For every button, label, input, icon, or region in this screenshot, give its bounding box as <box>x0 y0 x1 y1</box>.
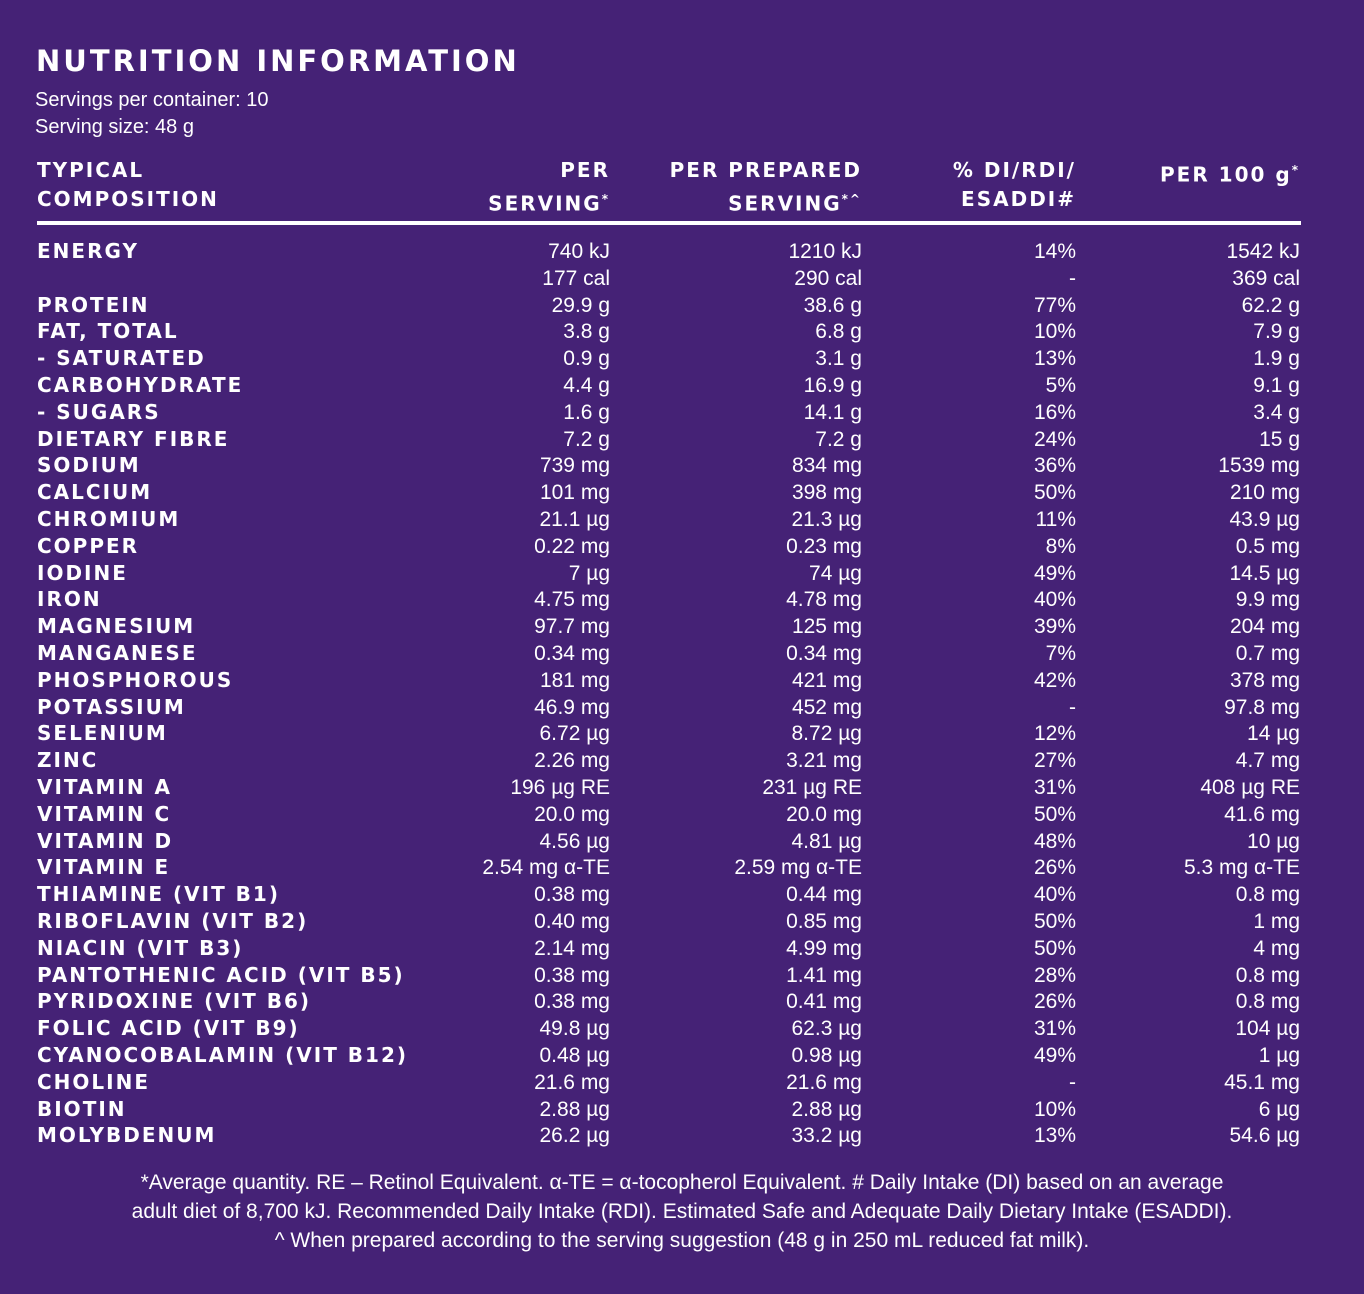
nutrient-name: NIACIN (VIT B3) <box>37 935 244 960</box>
per-100g-value: 1 µg <box>1258 1043 1300 1067</box>
table-row <box>0 372 1364 399</box>
per-100g-value: 1542 kJ <box>1226 240 1300 263</box>
table-row <box>0 854 1364 881</box>
header-di <box>880 156 1076 214</box>
per-100g-value: 378 mg <box>1229 668 1300 692</box>
nutrient-name: CHROMIUM <box>37 506 181 531</box>
per-prepared-value: 3.1 g <box>815 347 862 371</box>
table-row <box>0 399 1364 426</box>
header-per-prepared-line1: PER PREPARED <box>669 158 862 182</box>
di-percent: 13% <box>1033 347 1076 371</box>
table-row <box>0 426 1364 453</box>
per-serving-value: 2.26 mg <box>534 749 610 773</box>
header-per-serving <box>380 156 610 219</box>
nutrient-name: IRON <box>37 587 102 612</box>
header-per-serving-line1: PER <box>560 158 610 182</box>
table-row <box>0 452 1364 479</box>
per-100g-value: 43.9 µg <box>1229 507 1300 531</box>
table-row <box>0 292 1364 319</box>
per-serving-value: 20.0 mg <box>534 802 610 826</box>
per-100g-value: 10 µg <box>1247 829 1300 853</box>
per-serving-value: 7 µg <box>568 561 610 585</box>
table-row <box>0 962 1364 989</box>
per-serving-value: 740 kJ <box>548 240 610 263</box>
table-row <box>0 801 1364 828</box>
per-100g-value: 7.9 g <box>1253 320 1300 344</box>
nutrient-name: VITAMIN C <box>37 801 172 826</box>
per-prepared-value: 38.6 g <box>803 293 862 317</box>
nutrient-name: CARBOHYDRATE <box>37 372 244 397</box>
nutrient-name: RIBOFLAVIN (VIT B2) <box>37 908 309 933</box>
per-prepared-value: 1210 kJ <box>788 240 862 263</box>
di-percent: 14% <box>1033 240 1076 263</box>
per-serving-value: 0.38 mg <box>534 990 610 1014</box>
di-percent: - <box>1069 266 1076 290</box>
per-prepared-value: 0.85 mg <box>786 909 862 933</box>
di-percent: - <box>1069 695 1076 719</box>
per-serving-value: 6.72 µg <box>539 722 610 746</box>
per-prepared-value: 290 cal <box>794 266 862 290</box>
nutrition-table-body <box>0 238 1364 1149</box>
per-prepared-value: 0.44 mg <box>786 883 862 907</box>
per-serving-value: 0.40 mg <box>534 909 610 933</box>
per-prepared-value: 0.41 mg <box>786 990 862 1014</box>
nutrient-name: CHOLINE <box>37 1069 151 1094</box>
nutrient-name: VITAMIN E <box>37 855 171 880</box>
table-row <box>0 694 1364 721</box>
per-prepared-value: 2.59 mg α-TE <box>734 856 862 880</box>
nutrient-name: VITAMIN D <box>37 828 174 853</box>
per-100g-value: 0.8 mg <box>1235 990 1300 1014</box>
per-100g-value: 97.8 mg <box>1224 695 1300 719</box>
header-divider <box>37 221 1301 225</box>
per-prepared-value: 398 mg <box>791 481 862 505</box>
header-per-prepared-mark: *^ <box>841 192 862 206</box>
per-100g-value: 0.7 mg <box>1235 641 1300 665</box>
nutrient-name: THIAMINE (VIT B1) <box>37 882 280 907</box>
di-percent: 11% <box>1035 507 1076 531</box>
per-100g-value: 1.9 g <box>1253 347 1300 371</box>
header-per-100g <box>1100 156 1300 190</box>
nutrient-name: DIETARY FIBRE <box>37 426 230 451</box>
header-composition-line1: TYPICAL <box>37 158 145 182</box>
table-row <box>0 533 1364 560</box>
header-di-line1: % DI/RDI/ <box>952 158 1076 182</box>
per-100g-value: 6 µg <box>1258 1097 1300 1121</box>
nutrient-name: PYRIDOXINE (VIT B6) <box>37 989 312 1014</box>
per-100g-value: 15 g <box>1259 427 1300 451</box>
table-row <box>0 747 1364 774</box>
header-per-serving-line2: SERVING <box>488 191 602 216</box>
per-serving-value: 181 mg <box>539 668 610 692</box>
footnote-line2: adult diet of 8,700 kJ. Recommended Daily Intake (RDI). Estimated Safe and Adequate Daily Dietary Intake (ESADDI). <box>131 1200 1233 1223</box>
di-percent: 13% <box>1033 1124 1076 1148</box>
di-percent: 7% <box>1045 641 1076 665</box>
per-prepared-value: 2.88 µg <box>791 1097 862 1121</box>
per-100g-value: 1539 mg <box>1218 454 1300 478</box>
per-prepared-value: 6.8 g <box>815 320 862 344</box>
per-prepared-value: 0.34 mg <box>786 641 862 665</box>
di-percent: 50% <box>1033 936 1076 960</box>
per-serving-value: 4.4 g <box>563 373 610 397</box>
per-prepared-value: 21.3 µg <box>791 507 862 531</box>
per-serving-value: 0.38 mg <box>534 963 610 987</box>
per-100g-value: 1 mg <box>1253 909 1300 933</box>
di-percent: 49% <box>1033 1043 1076 1067</box>
per-prepared-value: 33.2 µg <box>791 1124 862 1148</box>
di-percent: 31% <box>1033 775 1076 799</box>
table-row <box>0 1015 1364 1042</box>
per-serving-value: 97.7 mg <box>534 615 610 639</box>
per-serving-value: 0.34 mg <box>534 641 610 665</box>
nutrient-name: ZINC <box>37 748 99 773</box>
per-100g-value: 3.4 g <box>1253 400 1300 424</box>
header-composition <box>37 156 337 214</box>
per-prepared-value: 4.99 mg <box>786 936 862 960</box>
nutrient-name: COPPER <box>37 533 140 558</box>
per-serving-value: 4.75 mg <box>534 588 610 612</box>
nutrient-name: FAT, TOTAL <box>37 319 179 344</box>
per-serving-value: 46.9 mg <box>534 695 610 719</box>
servings-per-container: Servings per container: 10 <box>35 89 269 111</box>
di-percent: 40% <box>1033 883 1076 907</box>
per-serving-value: 0.22 mg <box>534 534 610 558</box>
per-100g-value: 0.8 mg <box>1235 883 1300 907</box>
table-row <box>0 667 1364 694</box>
table-row <box>0 238 1364 265</box>
table-row <box>0 1042 1364 1069</box>
per-prepared-value: 421 mg <box>791 668 862 692</box>
per-100g-value: 5.3 mg α-TE <box>1183 856 1300 880</box>
per-prepared-value: 834 mg <box>791 454 862 478</box>
per-serving-value: 2.14 mg <box>534 936 610 960</box>
di-percent: 39% <box>1033 615 1076 639</box>
per-serving-value: 29.9 g <box>551 293 610 317</box>
nutrient-name: PANTOTHENIC ACID (VIT B5) <box>37 962 405 987</box>
nutrient-name: FOLIC ACID (VIT B9) <box>37 1016 300 1041</box>
table-row <box>0 265 1364 292</box>
header-per-100g-line1: PER 100 g <box>1160 162 1292 187</box>
per-serving-value: 101 mg <box>539 481 610 505</box>
di-percent: 50% <box>1033 802 1076 826</box>
per-serving-value: 0.48 µg <box>539 1043 610 1067</box>
per-serving-value: 2.54 mg α-TE <box>482 856 610 880</box>
per-serving-value: 0.38 mg <box>534 883 610 907</box>
di-percent: 49% <box>1033 561 1076 585</box>
per-100g-value: 62.2 g <box>1241 293 1300 317</box>
per-serving-value: 7.2 g <box>563 427 610 451</box>
per-prepared-value: 0.23 mg <box>786 534 862 558</box>
per-serving-value: 49.8 µg <box>539 1017 610 1041</box>
per-100g-value: 4 mg <box>1253 936 1300 960</box>
di-percent: 36% <box>1033 454 1076 478</box>
nutrient-name: SODIUM <box>37 453 141 478</box>
header-di-line2: ESADDI# <box>961 187 1076 211</box>
nutrient-name: - SATURATED <box>37 346 206 371</box>
per-prepared-value: 20.0 mg <box>786 802 862 826</box>
table-row <box>0 613 1364 640</box>
per-prepared-value: 7.2 g <box>815 427 862 451</box>
per-serving-value: 1.6 g <box>563 400 610 424</box>
per-100g-value: 14 µg <box>1247 722 1300 746</box>
footnote <box>0 1168 1364 1255</box>
table-row <box>0 881 1364 908</box>
table-row <box>0 935 1364 962</box>
nutrient-name: MOLYBDENUM <box>37 1123 217 1148</box>
table-row <box>0 774 1364 801</box>
di-percent: 26% <box>1033 990 1076 1014</box>
di-percent: 31% <box>1033 1017 1076 1041</box>
per-serving-value: 3.8 g <box>563 320 610 344</box>
footnote-line1: *Average quantity. RE – Retinol Equivalent. α-TE = α-tocopherol Equivalent. # Daily Intake (DI) based on an average <box>140 1171 1224 1194</box>
nutrient-name: PHOSPHOROUS <box>37 667 234 692</box>
table-row <box>0 506 1364 533</box>
nutrient-name: MANGANESE <box>37 640 198 665</box>
nutrient-name: POTASSIUM <box>37 694 186 719</box>
nutrient-name: VITAMIN A <box>37 774 173 799</box>
di-percent: 16% <box>1033 400 1076 424</box>
per-prepared-value: 21.6 mg <box>786 1070 862 1094</box>
header-composition-line2: COMPOSITION <box>37 187 219 211</box>
table-row <box>0 345 1364 372</box>
per-prepared-value: 4.78 mg <box>786 588 862 612</box>
di-percent: 77% <box>1033 293 1076 317</box>
per-100g-value: 9.9 mg <box>1235 588 1300 612</box>
di-percent: 5% <box>1045 373 1076 397</box>
per-100g-value: 210 mg <box>1229 481 1300 505</box>
per-prepared-value: 3.21 mg <box>786 749 862 773</box>
per-serving-value: 196 µg RE <box>510 775 610 799</box>
per-100g-value: 0.5 mg <box>1235 534 1300 558</box>
table-row <box>0 318 1364 345</box>
di-percent: 24% <box>1033 427 1076 451</box>
di-percent: 27% <box>1033 749 1076 773</box>
di-percent: 8% <box>1045 534 1076 558</box>
di-percent: 10% <box>1033 320 1076 344</box>
per-100g-value: 14.5 µg <box>1229 561 1300 585</box>
per-100g-value: 9.1 g <box>1253 373 1300 397</box>
nutrient-name: MAGNESIUM <box>37 614 196 639</box>
per-100g-value: 408 µg RE <box>1200 775 1300 799</box>
per-prepared-value: 452 mg <box>791 695 862 719</box>
per-serving-value: 21.1 µg <box>539 507 610 531</box>
per-prepared-value: 231 µg RE <box>762 775 862 799</box>
per-serving-value: 21.6 mg <box>534 1070 610 1094</box>
di-percent: 28% <box>1033 963 1076 987</box>
nutrient-name: PROTEIN <box>37 292 150 317</box>
table-row <box>0 1096 1364 1123</box>
di-percent: - <box>1069 1070 1076 1094</box>
table-row <box>0 720 1364 747</box>
per-serving-value: 4.56 µg <box>539 829 610 853</box>
table-row <box>0 1069 1364 1096</box>
per-prepared-value: 8.72 µg <box>791 722 862 746</box>
per-100g-value: 369 cal <box>1232 266 1300 290</box>
per-100g-value: 54.6 µg <box>1229 1124 1300 1148</box>
nutrient-name: SELENIUM <box>37 721 168 746</box>
table-row <box>0 560 1364 587</box>
per-prepared-value: 125 mg <box>791 615 862 639</box>
per-serving-value: 2.88 µg <box>539 1097 610 1121</box>
per-prepared-value: 4.81 µg <box>791 829 862 853</box>
di-percent: 48% <box>1033 829 1076 853</box>
per-100g-value: 104 µg <box>1235 1017 1300 1041</box>
di-percent: 26% <box>1033 856 1076 880</box>
di-percent: 10% <box>1033 1097 1076 1121</box>
table-row <box>0 640 1364 667</box>
table-row <box>0 586 1364 613</box>
per-prepared-value: 1.41 mg <box>786 963 862 987</box>
footnote-line3: ^ When prepared according to the serving suggestion (48 g in 250 mL reduced fat milk). <box>274 1229 1090 1252</box>
di-percent: 40% <box>1033 588 1076 612</box>
nutrient-name: CYANOCOBALAMIN (VIT B12) <box>37 1042 409 1067</box>
page-title: NUTRITION INFORMATION <box>36 44 520 78</box>
di-percent: 42% <box>1033 668 1076 692</box>
header-per-prepared-line2: SERVING <box>728 191 842 216</box>
per-100g-value: 204 mg <box>1229 615 1300 639</box>
header-per-serving-mark: * <box>601 192 610 206</box>
per-serving-value: 0.9 g <box>563 347 610 371</box>
per-100g-value: 4.7 mg <box>1235 749 1300 773</box>
per-serving-value: 177 cal <box>542 266 610 290</box>
table-row <box>0 479 1364 506</box>
table-row <box>0 908 1364 935</box>
per-prepared-value: 0.98 µg <box>791 1043 862 1067</box>
per-100g-value: 41.6 mg <box>1224 802 1300 826</box>
di-percent: 50% <box>1033 481 1076 505</box>
di-percent: 12% <box>1033 722 1076 746</box>
table-row <box>0 828 1364 855</box>
per-100g-value: 0.8 mg <box>1235 963 1300 987</box>
serving-size: Serving size: 48 g <box>35 116 194 138</box>
header-per-prepared <box>600 156 862 219</box>
per-prepared-value: 14.1 g <box>803 400 862 424</box>
per-prepared-value: 16.9 g <box>803 373 862 397</box>
nutrient-name: - SUGARS <box>37 399 161 424</box>
table-row <box>0 988 1364 1015</box>
nutrient-name: BIOTIN <box>37 1096 127 1121</box>
header-per-100g-mark: * <box>1291 163 1300 177</box>
table-row <box>0 1122 1364 1149</box>
per-serving-value: 739 mg <box>539 454 610 478</box>
per-prepared-value: 62.3 µg <box>791 1017 862 1041</box>
per-100g-value: 45.1 mg <box>1224 1070 1300 1094</box>
nutrient-name: ENERGY <box>37 239 139 263</box>
nutrient-name: CALCIUM <box>37 480 153 505</box>
per-serving-value: 26.2 µg <box>539 1124 610 1148</box>
nutrient-name: IODINE <box>37 560 128 585</box>
di-percent: 50% <box>1033 909 1076 933</box>
per-prepared-value: 74 µg <box>809 561 862 585</box>
